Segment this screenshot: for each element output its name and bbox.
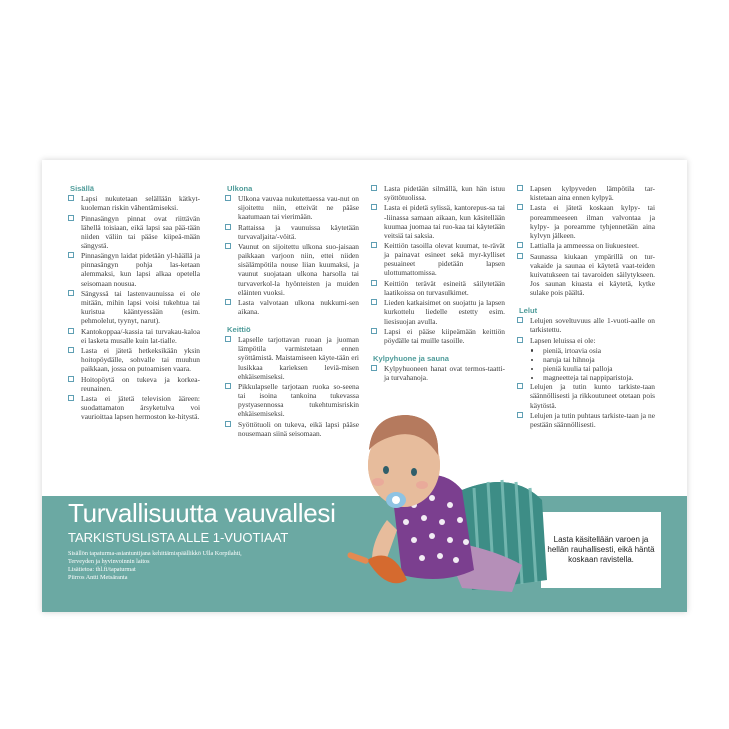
checkbox[interactable]: [225, 421, 231, 427]
toy-hazard-bullet: naruja tai hihnoja: [517, 355, 655, 364]
toy-hazard-bullet: pieniä kuulia tai palloja: [517, 364, 655, 373]
checkbox[interactable]: [68, 328, 74, 334]
checklist-item: Saunassa kiukaan ympärillä on tur-vakaide ja saunaa ei käytetä vaat-teiden kuivatukseen tai tavaroiden säilytykseen. Jos saunan kiuasta ei käytetä, kytke sulake pois päältä.: [517, 252, 655, 297]
checklist-item: Lasta valvotaan ulkona nukkumi-sen aikana.: [225, 298, 359, 316]
checklist-item: Lasta pidetään silmällä, kun hän istuu syöttötuolissa.: [371, 184, 505, 202]
checkbox[interactable]: [517, 337, 523, 343]
checklist-item: Ulkona vauvaa nukutettaessa vau-nut on sijoitettu niin, etteivät ne pääse kaatumaan tai vierimään.: [225, 194, 359, 221]
checkbox[interactable]: [225, 383, 231, 389]
checklist-column-2: [225, 184, 359, 439]
checkbox[interactable]: [68, 215, 74, 221]
checkbox[interactable]: [371, 328, 377, 334]
checkbox[interactable]: [371, 204, 377, 210]
credit-line: Lisätietoa: thl.fi/tapaturmat: [68, 566, 136, 573]
credit-line: Sisällön tapaturma-asiantuntijana kehittämispäällikkö Ulla Korpilahti,: [68, 550, 242, 557]
checklist-item: Pikkulapselle tarjotaan ruoka so-seena tai isoina tankoina tukevassa pystyasennossa tukehtumisriskin ehkäisemiseksi.: [225, 382, 359, 418]
checkbox[interactable]: [225, 224, 231, 230]
checkbox[interactable]: [371, 280, 377, 286]
page-subtitle: TARKISTUSLISTA ALLE 1-VUOTIAAT: [68, 530, 289, 545]
checkbox[interactable]: [225, 243, 231, 249]
checkbox[interactable]: [517, 242, 523, 248]
checkbox[interactable]: [225, 195, 231, 201]
checkbox[interactable]: [68, 252, 74, 258]
checklist-item: Lattialla ja ammeessa on liukuesteet.: [517, 241, 655, 250]
checkbox[interactable]: [68, 376, 74, 382]
checklist-item: Kantokoppaa/-kassia tai turvakau-kaloa ei lasketa musalle kuin lat-tialle.: [68, 327, 200, 345]
checklist-item: Kylpyhuoneen hanat ovat termos-taatti- ja turvahanoja.: [371, 364, 505, 382]
baby-head: [368, 415, 440, 507]
checklist-item: Keittiön terävät esineitä säilytetään laatikoissa on turvasulkimet.: [371, 279, 505, 297]
credits: [68, 550, 242, 582]
checklist-item: Lelujen ja tutin kunto tarkiste-taan säännöllisesti ja rikkoutuneet otetaan pois käytöstä.: [517, 382, 655, 409]
checkbox[interactable]: [517, 383, 523, 389]
checklist-item: Lapsen leluissa ei ole:: [517, 336, 655, 345]
checkbox[interactable]: [68, 395, 74, 401]
checklist-item: Lapselle tarjottavan ruoan ja juoman lämpötila varmistetaan ennen syöttämistä. Maistamiseen käyte-tään eri lusikkaa karieksen leviä-misen ehkäisemiseksi.: [225, 335, 359, 380]
checkbox[interactable]: [517, 412, 523, 418]
checklist-item: Lapsen kylpyveden lämpötila tar-kistetaan aina ennen kylpyä.: [517, 184, 655, 202]
toy-hazard-bullet: magneetteja tai nappiparistoja.: [517, 373, 655, 382]
checklist-item: Vaunut on sijoitettu ulkona suo-jaisaan paikkaan varjoon niin, ettei niiden sisälämpötila nouse liian kuumaksi, ja vaunut suojataan ulkona harsolla tai turvaverkol-la hyönteisten ja muiden eläinten vuoksi.: [225, 242, 359, 297]
checklist-item: Pinnasängyn laidat pidetään yl-häällä ja pinnasängyn pohja las-ketaan alemmaksi, kun lapsi alkaa opetella seisomaan nousua.: [68, 251, 200, 287]
section-heading-indoors: Sisällä: [70, 184, 95, 193]
checklist-item: Lelujen soveltuvuus alle 1-vuoti-aalle on tarkistettu.: [517, 316, 655, 334]
section-heading-bathroom-sauna: Kylpyhuone ja sauna: [373, 354, 449, 364]
checkbox[interactable]: [371, 242, 377, 248]
handling-note-box: [541, 512, 661, 588]
checklist-item: Syöttötuoli on tukeva, eikä lapsi pääse nousemaan siinä seisomaan.: [225, 420, 359, 438]
checkbox[interactable]: [517, 253, 523, 259]
checklist-item: Lelujen ja tutin puhtaus tarkiste-taan ja ne pestään säännöllisesti.: [517, 411, 655, 429]
checkbox[interactable]: [371, 299, 377, 305]
checklist-column-3: [371, 184, 505, 384]
checkbox[interactable]: [68, 290, 74, 296]
checklist-column-1: [68, 184, 200, 423]
section-heading-toys: Lelut: [519, 306, 538, 316]
checklist-item: Hoitopöytä on tukeva ja korkea-reunainen.: [68, 375, 200, 393]
handling-note-text: Lasta käsitellään varoen ja hellän rauhallisesti, eikä häntä koskaan ravistella.: [547, 535, 655, 564]
checklist-item: Lasta ei jätetä hetkeksikään yksin hoitopöydälle, sohvalle tai muuhun paikkaan, jossa on putoamisen vaara.: [68, 346, 200, 373]
checklist-sheet: [42, 160, 687, 612]
checklist-item: Pinnasängyn pinnat ovat riittävän lähellä toisiaan, eikä lapsi saa pää-tään niiden väliin tai pääse kiipeä-mään sängystä.: [68, 214, 200, 250]
checkbox[interactable]: [225, 336, 231, 342]
checkbox[interactable]: [371, 365, 377, 371]
checklist-item: Lieden katkaisimet on suojattu ja lapsen kurkottelu liedelle estetty esim. liesisuojan avulla.: [371, 298, 505, 325]
checkbox[interactable]: [68, 195, 74, 201]
checkbox[interactable]: [517, 317, 523, 323]
checkbox[interactable]: [68, 347, 74, 353]
checklist-item: Rattaissa ja vaunuissa käytetään turvavaljaita/-vöitä.: [225, 223, 359, 241]
section-heading-kitchen: Keittiö: [227, 325, 251, 335]
checkbox[interactable]: [371, 185, 377, 191]
checkbox[interactable]: [517, 185, 523, 191]
page-title: Turvallisuutta vauvallesi: [68, 498, 336, 528]
checklist-item: Lasta ei jätetä television ääreen: suodattamaton ärsyketulva voi vaurioittaa lapsen hermoston ke-hitystä.: [68, 394, 200, 421]
checklist-item: Lasta ei pidetä sylissä, kantorepus-sa tai -liinassa samaan aikaan, kun käsitellään kuumaa juomaa tai ruo-kaa tai käytetään veitsiä tai saksia.: [371, 203, 505, 239]
checklist-item: Lasta ei jätetä koskaan kylpy- tai poreammeeseen ilman valvontaa ja kylpy- ja poreamme tyhjennetään aina kylvyn jälkeen.: [517, 203, 655, 239]
checklist-column-4: [517, 184, 655, 430]
credit-line: Piirros Antti Metsäranta: [68, 574, 128, 581]
toy-hazard-bullet: pieniä, irtoavia osia: [517, 346, 655, 355]
checkbox[interactable]: [225, 299, 231, 305]
checklist-item: Lapsi nukutetaan selällään kätkyt-kuoleman riskin vähentämiseksi.: [68, 194, 200, 212]
checklist-item: Sängyssä tai lastenvaunuissa ei ole mitään, mihin lapsi voisi tukehtua tai kuristua kääntyessään (esim. pehmolelut, tyynyt, narut).: [68, 289, 200, 325]
checklist-item: Keittiön tasoilla olevat kuumat, te-rävät ja painavat esineet sekä myr-kylliset pesuaineet pidetään lapsen ulottumattomissa.: [371, 241, 505, 277]
checklist-item: Lapsi ei pääse kiipeämään keittiön pöydälle tai muille tasoille.: [371, 327, 505, 345]
section-heading-outdoors: Ulkona: [227, 184, 253, 193]
checkbox[interactable]: [517, 204, 523, 210]
credit-line: Terveyden ja hyvinvoinnin laitos: [68, 558, 150, 565]
